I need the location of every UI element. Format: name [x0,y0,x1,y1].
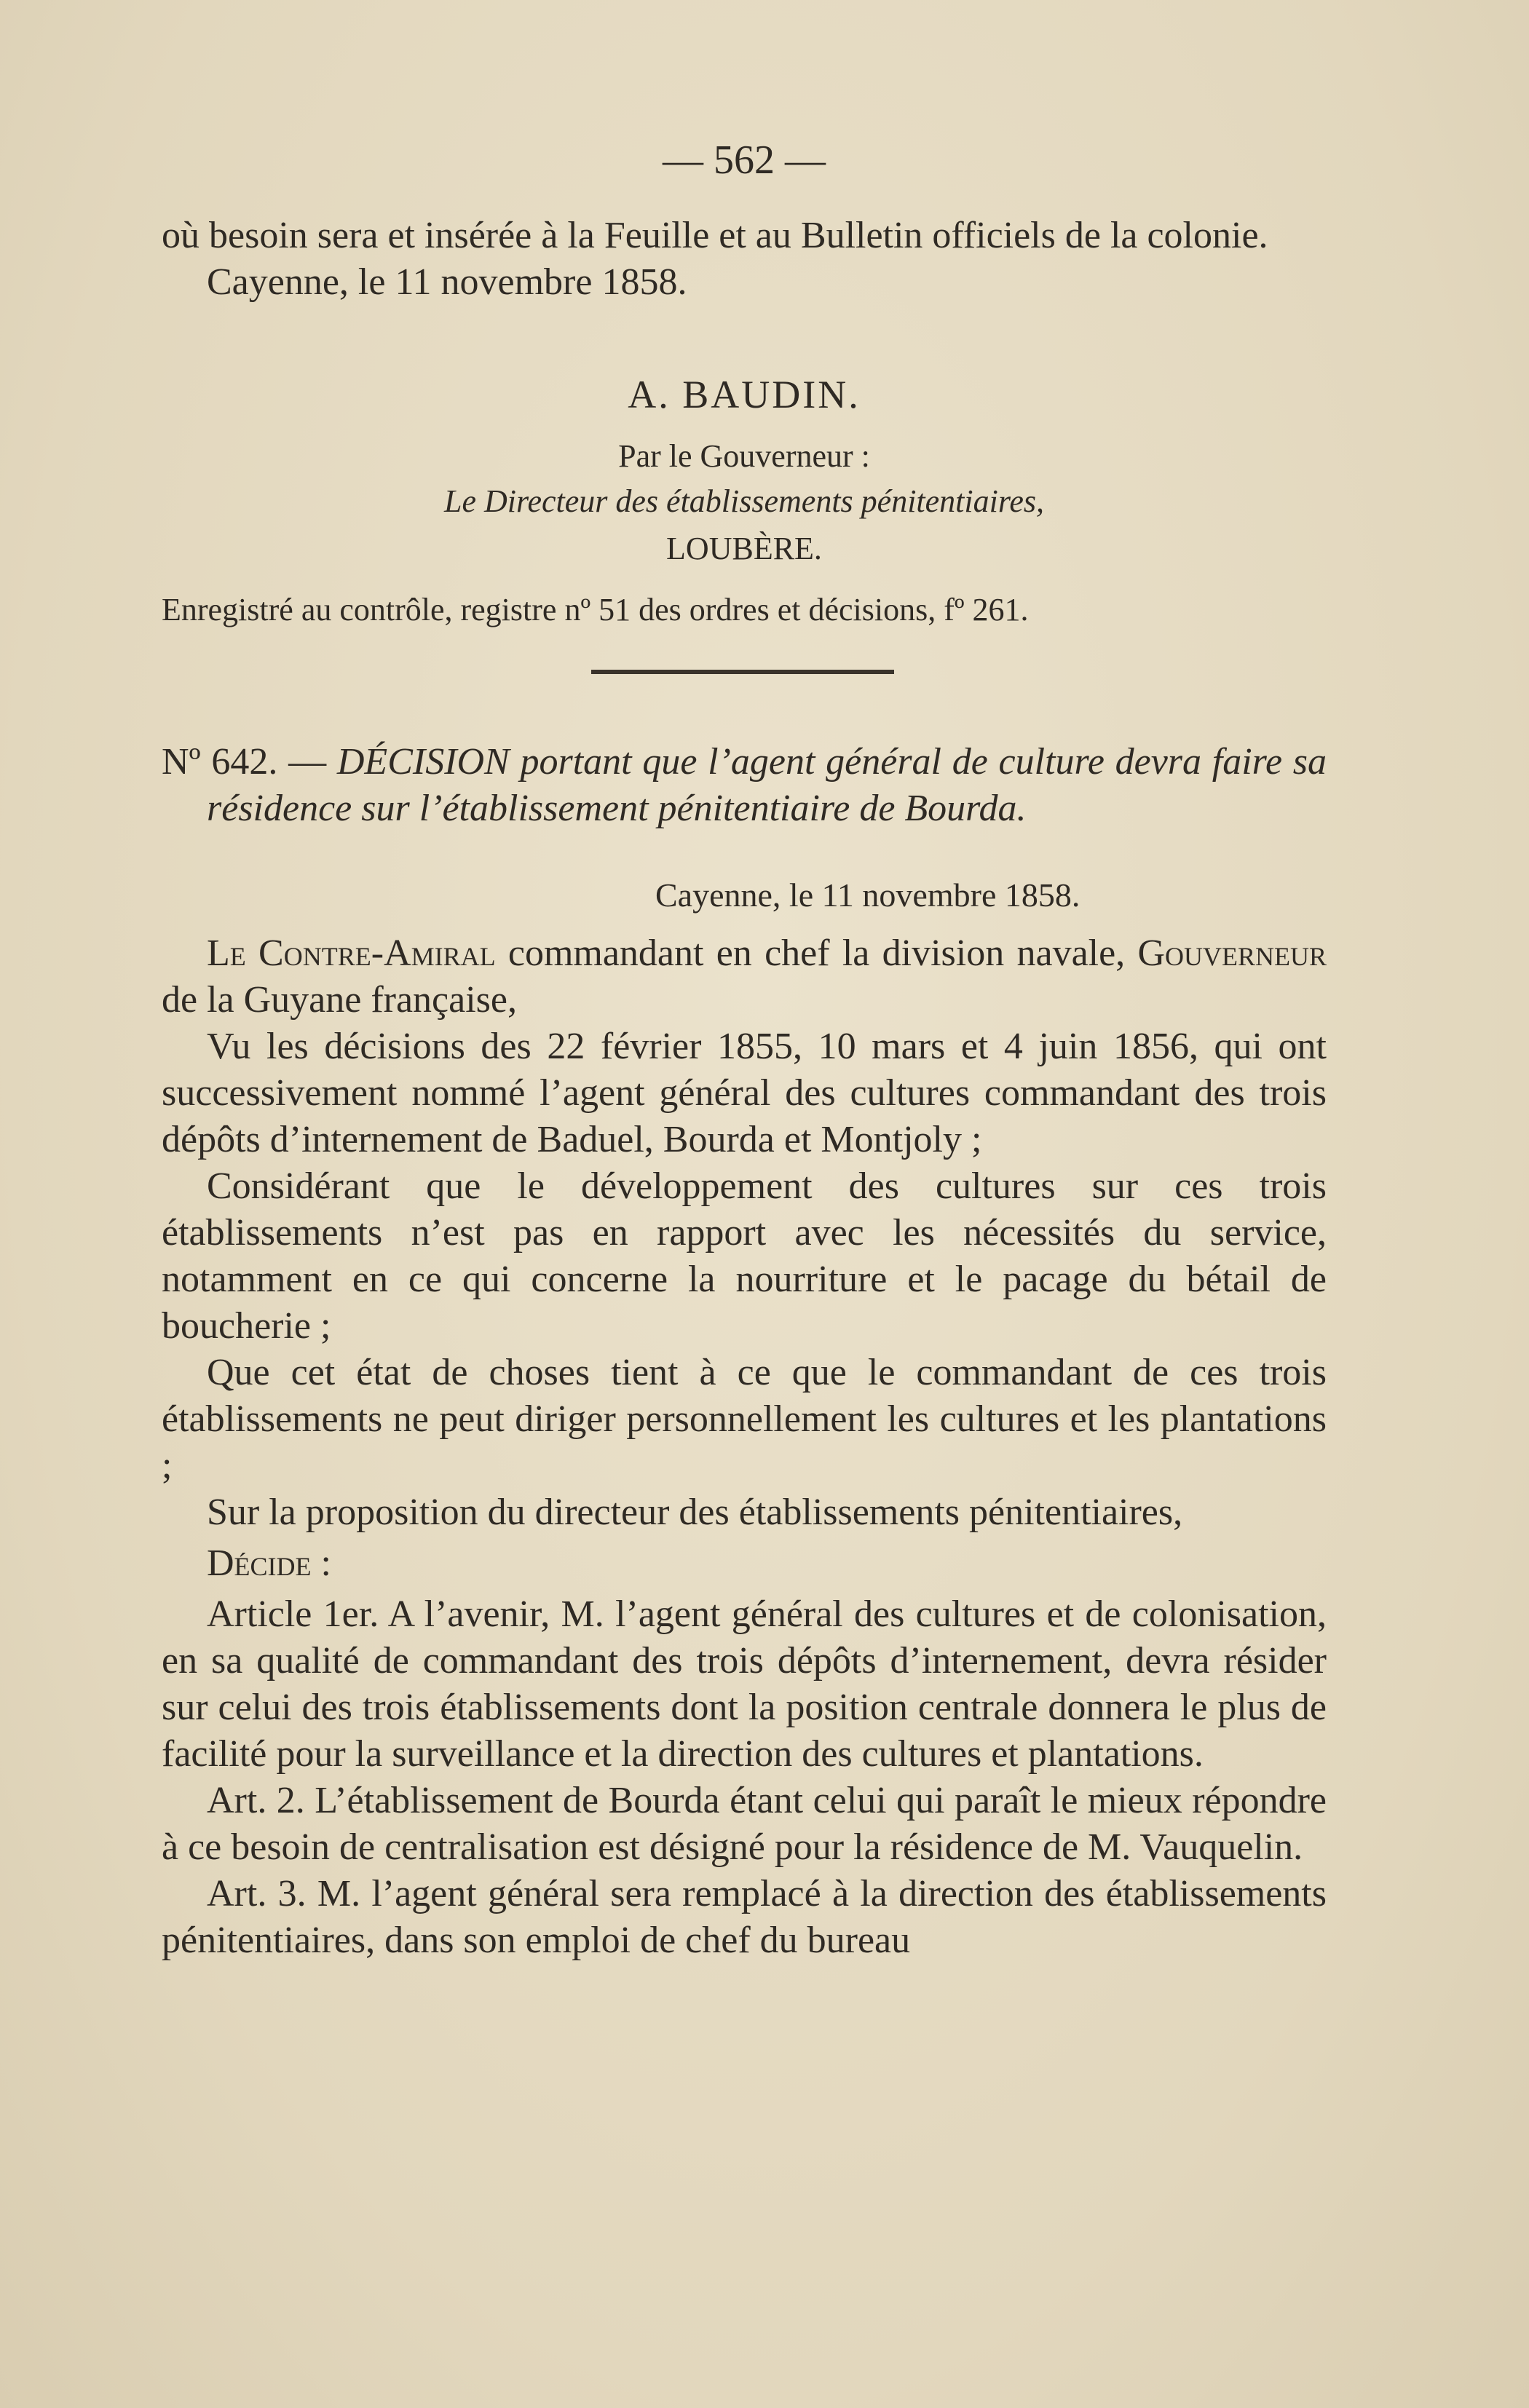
director-title: Le Directeur des établissements pénitentiaires, [443,483,1045,519]
governor-signature: A. BAUDIN. [628,373,861,416]
preamble-rank: Le Contre-Amiral [207,932,496,974]
decision-body [162,930,1327,1964]
decision-title: DÉCISION portant que l’agent général de culture devra faire sa résidence sur l’établissement pénitentiaire de Bourda. [207,741,1327,829]
page-number: — 562 — [663,138,826,183]
director-signature: LOUBÈRE. [666,531,822,566]
consideration-2: Considérant que le développement des cultures sur ces trois établissements n’est pas en rapport avec les nécessités du service, notamment en ce qui concerne la nourriture et le pacage du bétail de boucherie ; [162,1165,1327,1347]
article-2: Art. 2. L’établissement de Bourda étant celui qui paraît le mieux répondre à ce besoin de centralisation est désigné pour la résidence de M. Vauquelin. [162,1780,1327,1868]
preamble [162,930,1327,1023]
preamble-governor: Gouverneur [1137,932,1327,974]
article-1: Article 1er. A l’avenir, M. l’agent général des cultures et de colonisation, en sa qualité de commandant des trois dépôts d’internement, devra résider sur celui des trois établissements dont la position centrale donnera le plus de facilité pour la surveillance et la direction des cultures et plantations. [162,1593,1327,1775]
par-le-gouverneur: Par le Gouverneur : [618,438,870,474]
decision-number: Nº 642. — [162,741,327,783]
preamble-rest: commandant en chef la division navale, [507,932,1126,974]
continuation-paragraph [162,213,1327,306]
registration-note: Enregistré au contrôle, registre nº 51 des ordres et décisions, fº 261. [162,592,1029,627]
section-divider [591,670,894,674]
consideration-1: Vu les décisions des 22 février 1855, 10 mars et 4 juin 1856, qui ont successivement nommé l’agent général des cultures commandant des trois dépôts d’internement de Baduel, Bourda et Montjoly ; [162,1026,1327,1160]
date-line: Cayenne, le 11 novembre 1858. [207,261,687,303]
decision-place-date: Cayenne, le 11 novembre 1858. [655,876,1080,914]
continuation-text: où besoin sera et insérée à la Feuille et au Bulletin officiels de la colonie. [162,215,1268,256]
decision-heading-text [162,739,1327,832]
article-3: Art. 3. M. l’agent général sera remplacé à la direction des établissements pénitentiaires, dans son emploi de chef du bureau [162,1873,1327,1961]
preamble-governor-rest: de la Guyane française, [162,979,517,1021]
decision-heading [162,739,1327,832]
consideration-3: Que cet état de choses tient à ce que le commandant de ces trois établissements ne peut diriger personnellement les cultures et les plantations ; [162,1352,1327,1486]
decide-heading: Décide : [207,1542,331,1584]
consideration-4: Sur la proposition du directeur des établissements pénitentiaires, [207,1492,1183,1533]
